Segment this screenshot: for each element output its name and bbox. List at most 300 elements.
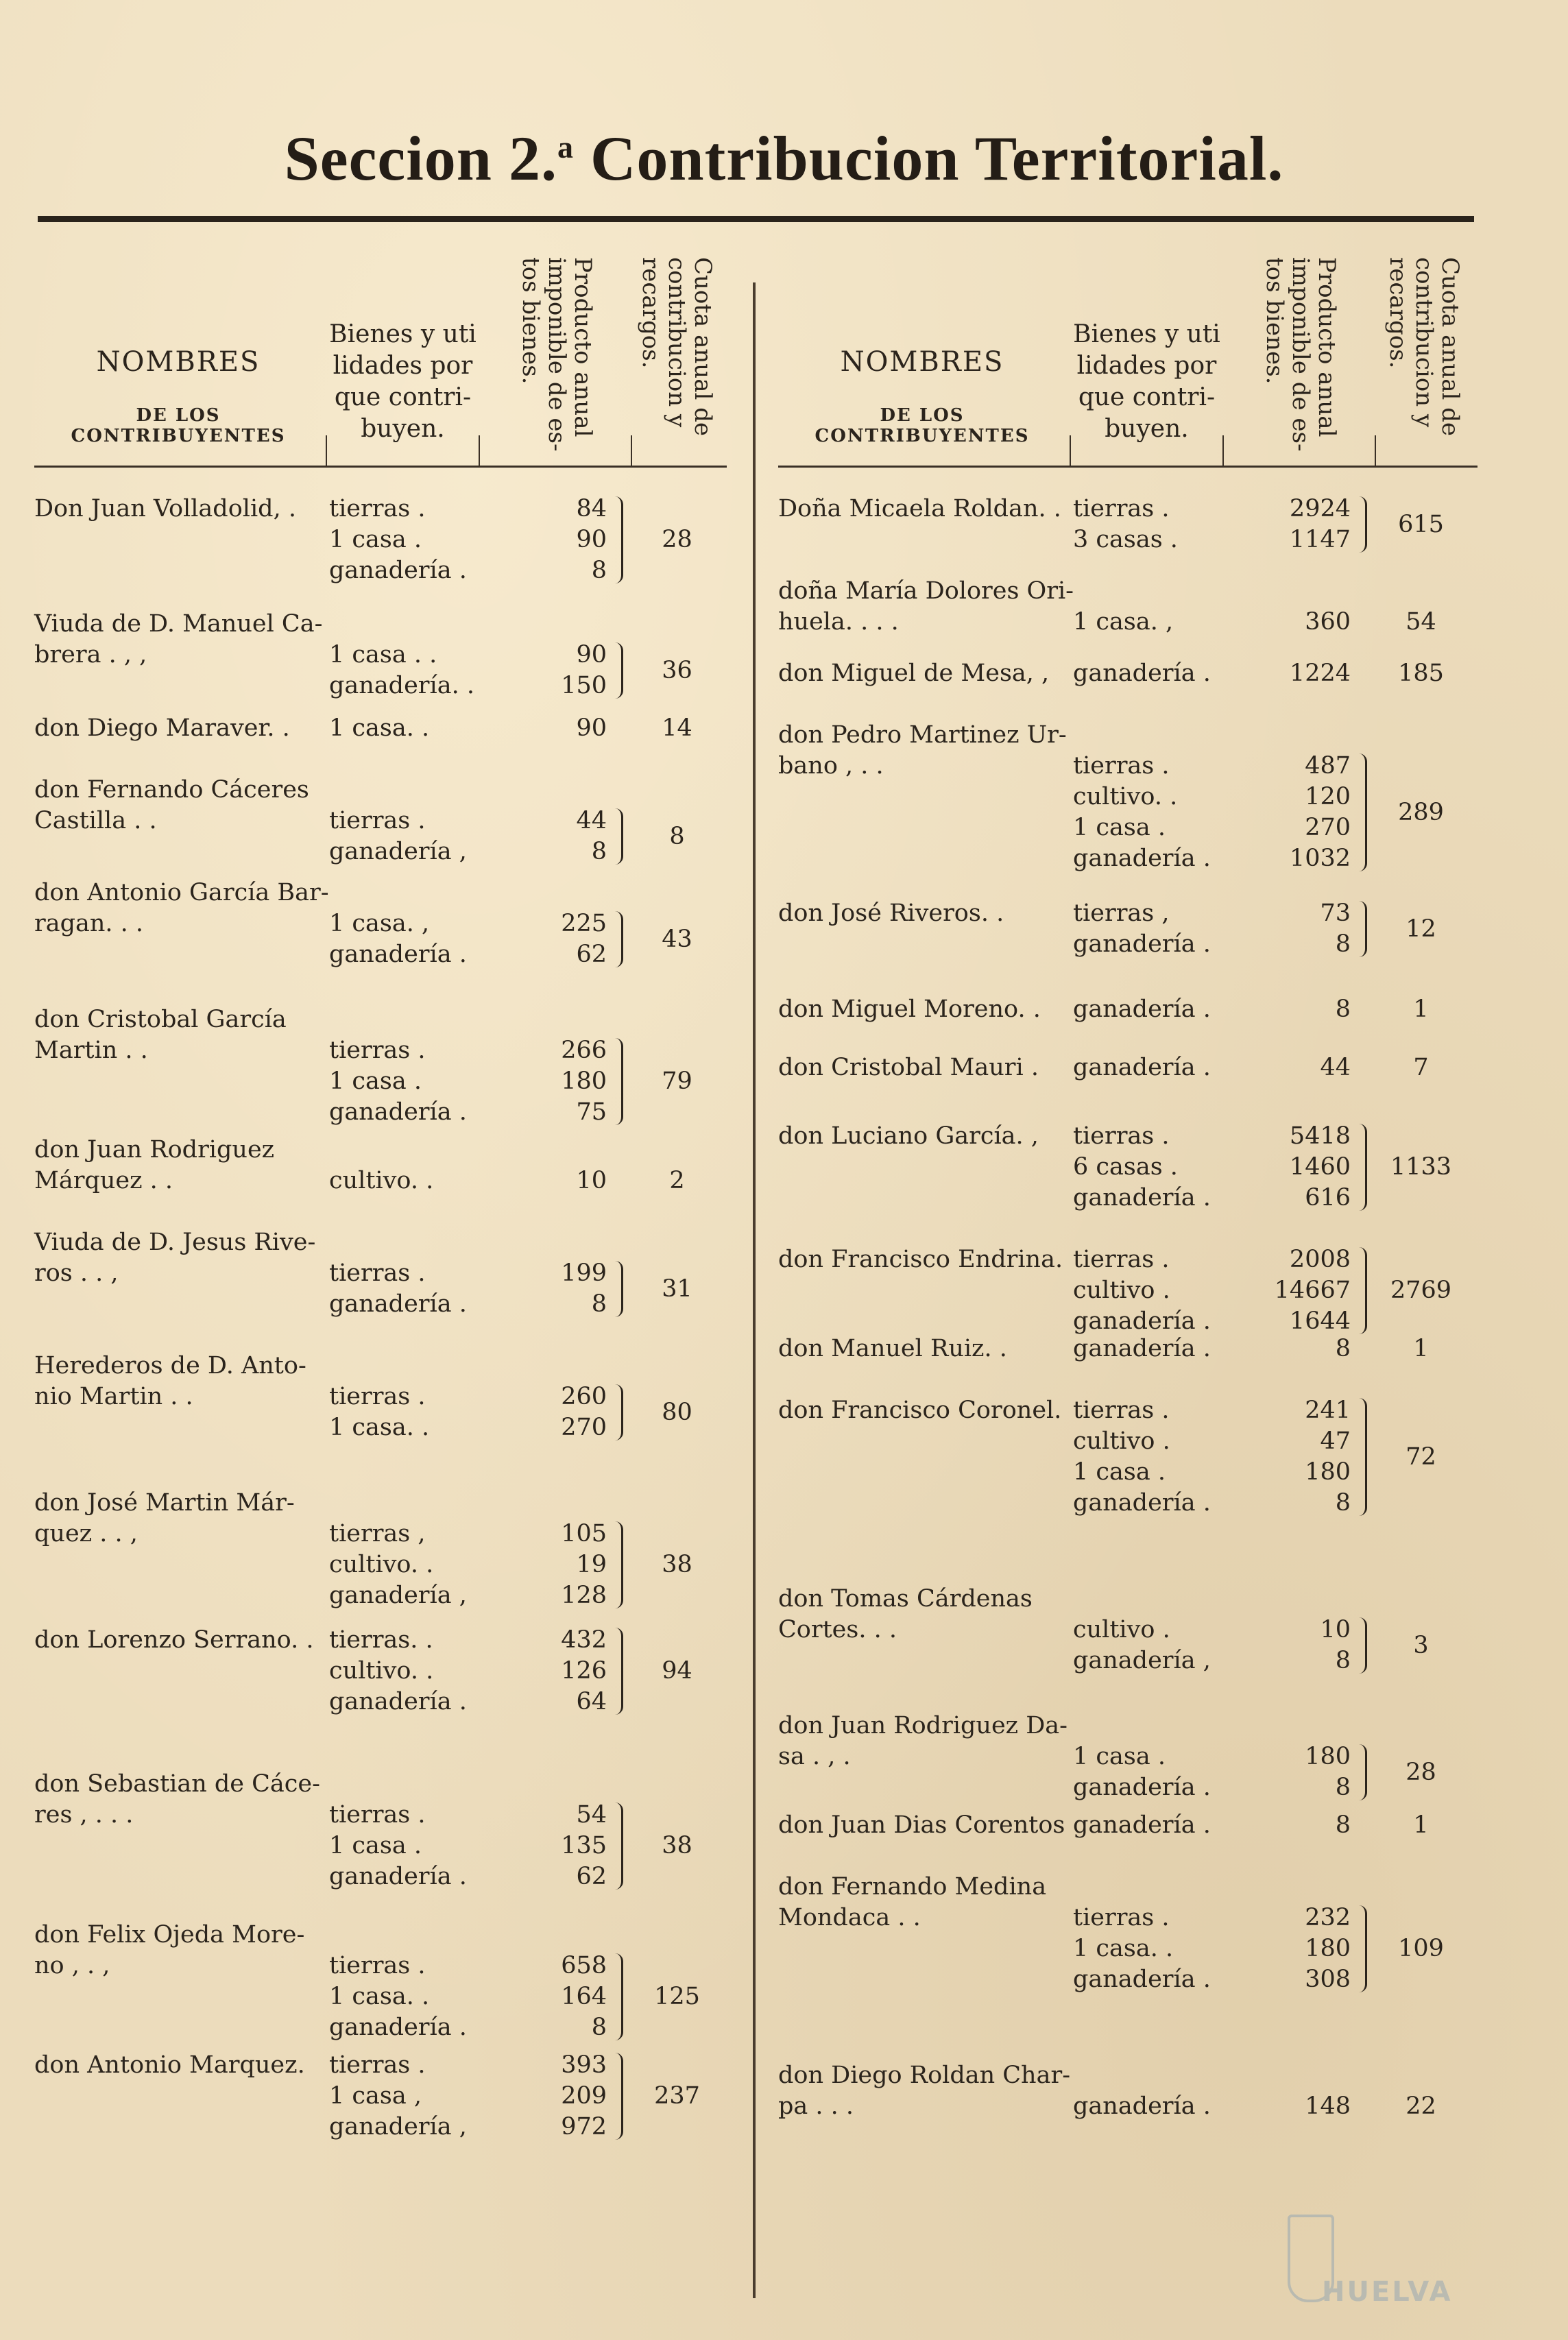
contributor-name — [778, 576, 1074, 638]
property-items — [1073, 751, 1220, 874]
property-item: ganadería . — [1073, 660, 1211, 687]
property-item: 1 casa. . — [1073, 1935, 1174, 1962]
product-value: 44 — [576, 807, 607, 834]
product-value: 487 — [1305, 752, 1351, 780]
product-value: 126 — [561, 1657, 607, 1685]
cuota-value: 237 — [654, 2082, 700, 2110]
name-line: ragan. . . — [34, 910, 144, 937]
header-nombres: NOMBRES — [96, 346, 261, 378]
name-line: Doña Micaela Roldan. . — [778, 495, 1061, 522]
property-items — [1073, 658, 1220, 689]
product-value: 8 — [1335, 1647, 1351, 1674]
product-values — [480, 1800, 627, 1892]
brace-icon — [1355, 1905, 1367, 1992]
property-items — [1073, 1395, 1220, 1519]
product-values — [1224, 1810, 1371, 1841]
name-line: pa . . . — [778, 2092, 854, 2120]
product-value: 10 — [576, 1167, 607, 1194]
product-value: 44 — [1320, 1054, 1351, 1081]
brace-icon — [1355, 1398, 1367, 1516]
product-value: 8 — [591, 838, 607, 865]
property-item: ganadería . — [1073, 1335, 1211, 1362]
contributor-name — [34, 494, 322, 524]
header-producto-line: tos bienes. — [1261, 257, 1288, 385]
product-value: 62 — [576, 941, 607, 968]
product-value: 84 — [576, 495, 607, 522]
product-values — [480, 494, 627, 586]
header-names — [778, 346, 1066, 446]
contributor-name — [778, 1584, 1066, 1645]
contributor-name — [778, 494, 1066, 524]
property-item: ganadería . — [1073, 1184, 1211, 1211]
product-value: 164 — [561, 1983, 607, 2010]
product-values — [1224, 1395, 1371, 1519]
header-col-rule — [1375, 435, 1376, 466]
product-value: 8 — [1335, 1335, 1351, 1362]
brace-icon — [612, 2053, 623, 2140]
name-line: sa . , . — [778, 1743, 851, 1770]
property-item: cultivo . — [1073, 1277, 1170, 1304]
name-line: don Tomas Cárdenas — [778, 1585, 1033, 1613]
name-line: don Fernando Cáceres — [34, 776, 309, 804]
product-values — [480, 1166, 627, 1196]
product-values — [1224, 994, 1371, 1025]
contributor-name — [34, 1920, 322, 1981]
name-line: Martin . . — [34, 1037, 148, 1064]
header-producto-line: imponible de es- — [543, 257, 570, 452]
cuota-value: 38 — [662, 1551, 692, 1578]
name-line: don Diego Roldan Char- — [778, 2062, 1071, 2089]
contributor-name — [34, 1004, 322, 1066]
property-item: cultivo. . — [329, 1657, 434, 1685]
property-item: 1 casa . — [1073, 1458, 1166, 1486]
brace-icon — [612, 642, 623, 699]
header-bienes-line: Bienes y uti — [329, 320, 477, 348]
name-line: Márquez . . — [34, 1167, 173, 1194]
brace-icon — [1355, 753, 1367, 871]
property-item: ganadería . — [1073, 1054, 1211, 1081]
property-items — [1073, 607, 1220, 638]
property-item: 6 casas . — [1073, 1153, 1178, 1181]
product-value: 135 — [561, 1832, 607, 1859]
property-items — [329, 1800, 477, 1892]
product-value: 1032 — [1289, 845, 1351, 872]
property-items — [1073, 1121, 1220, 1214]
property-item: ganadería . — [329, 1688, 467, 1715]
property-item: 1 casa. . — [329, 714, 430, 742]
name-line: doña María Dolores Ori- — [778, 577, 1074, 605]
product-value: 270 — [1305, 814, 1351, 841]
contributor-name — [778, 720, 1066, 782]
name-line: don Felix Ojeda More- — [34, 1921, 305, 1949]
name-line: nio Martin . . — [34, 1383, 193, 1410]
property-items — [1073, 1052, 1220, 1083]
product-value: 8 — [591, 2014, 607, 2041]
contributor-name — [34, 1135, 322, 1196]
product-values — [1224, 1741, 1371, 1803]
product-value: 199 — [561, 1259, 607, 1287]
property-items — [329, 713, 477, 744]
product-value: 241 — [1305, 1397, 1351, 1424]
property-items — [329, 806, 477, 867]
contributor-name — [778, 1810, 1066, 1841]
product-values — [480, 1035, 627, 1128]
cuota-value: 14 — [662, 714, 692, 742]
product-value: 260 — [561, 1383, 607, 1410]
property-items — [329, 494, 477, 586]
property-items — [329, 1519, 477, 1611]
contributor-name — [34, 2050, 322, 2081]
property-item: cultivo. . — [1073, 783, 1178, 810]
property-item: tierras . — [329, 1952, 426, 1979]
header-names — [34, 346, 322, 446]
left-table — [34, 230, 727, 2300]
contributor-name — [34, 775, 322, 836]
product-value: 360 — [1305, 608, 1351, 636]
property-items — [1073, 1741, 1220, 1803]
property-item: tierras . — [1073, 1397, 1170, 1424]
product-value: 270 — [561, 1414, 607, 1441]
product-value: 8 — [1335, 1811, 1351, 1839]
property-item: 1 casa . — [329, 526, 422, 553]
cuota-value: 80 — [662, 1398, 692, 1426]
property-item: 1 casa , — [329, 2082, 422, 2110]
property-item: ganadería . — [329, 2014, 467, 2041]
cuota-value: 94 — [662, 1657, 692, 1685]
product-value: 19 — [576, 1551, 607, 1578]
product-value: 8 — [1335, 1489, 1351, 1517]
name-line: Viuda de D. Jesus Rive- — [34, 1229, 316, 1256]
title-section: Seccion 2. — [284, 123, 557, 193]
name-line: quez . . , — [34, 1520, 138, 1547]
name-line: don José Martin Már- — [34, 1489, 295, 1517]
brace-icon — [1355, 1744, 1367, 1800]
name-line: don Antonio García Bar- — [34, 879, 329, 906]
header-bienes-line: Bienes y uti — [1073, 320, 1220, 348]
property-item: ganadería . — [329, 1098, 467, 1126]
contributor-name — [34, 878, 329, 939]
product-value: 180 — [1305, 1935, 1351, 1962]
property-items — [1073, 1903, 1220, 1995]
brace-icon — [612, 1628, 623, 1715]
column-divider — [753, 282, 756, 2298]
product-value: 150 — [561, 672, 607, 699]
header-cuota-line: recargos. — [637, 257, 664, 369]
product-values — [1224, 1121, 1371, 1214]
header-col-rule — [326, 435, 327, 466]
name-line: don Miguel de Mesa, , — [778, 660, 1050, 687]
header-nombres: NOMBRES — [840, 346, 1004, 378]
cuota-value: 289 — [1398, 798, 1444, 826]
product-value: 54 — [576, 1801, 607, 1829]
watermark — [1274, 2194, 1452, 2311]
product-value: 1147 — [1289, 526, 1351, 553]
brace-icon — [612, 1261, 623, 1317]
header-producto-line: Producto anual — [1313, 257, 1340, 437]
property-item: ganadería . — [329, 941, 467, 968]
cuota-value: 125 — [654, 1983, 700, 2010]
contributor-name — [34, 1227, 322, 1289]
contributor-name — [778, 1711, 1066, 1772]
product-values — [480, 713, 627, 744]
property-item: ganadería . — [329, 557, 467, 584]
table-header — [34, 230, 727, 466]
name-line: res , . . . — [34, 1801, 134, 1829]
product-value: 8 — [1335, 930, 1351, 958]
name-line: don Diego Maraver. . — [34, 714, 290, 742]
product-value: 10 — [1320, 1616, 1351, 1643]
product-value: 180 — [1305, 1458, 1351, 1486]
product-value: 1224 — [1289, 660, 1351, 687]
product-values — [1224, 898, 1371, 960]
product-value: 393 — [561, 2051, 607, 2079]
contributor-name — [778, 1872, 1066, 1933]
property-items — [1073, 1244, 1220, 1337]
title-text: Contribucion Territorial. — [590, 123, 1284, 193]
product-value: 90 — [576, 526, 607, 553]
header-col-rule — [1222, 435, 1224, 466]
name-line: don Juan Dias Corentos — [778, 1811, 1065, 1839]
contributor-name — [34, 1769, 322, 1831]
product-values — [1224, 658, 1371, 689]
brace-icon — [612, 1384, 623, 1440]
header-cuota-line: contribucion y — [1410, 257, 1438, 428]
contributor-name — [34, 1351, 322, 1412]
property-items — [1073, 1615, 1220, 1676]
brace-icon — [1355, 496, 1367, 553]
header-rule — [778, 466, 1477, 468]
header-producto-line: imponible de es- — [1287, 257, 1314, 452]
product-value: 90 — [576, 641, 607, 668]
name-line: don Fernando Medina — [778, 1873, 1047, 1901]
contributor-name — [34, 1625, 322, 1656]
cuota-value: 72 — [1406, 1443, 1436, 1471]
property-item: ganadería . — [1073, 1966, 1211, 1993]
property-items — [329, 640, 477, 701]
product-value: 14667 — [1274, 1277, 1351, 1304]
property-item: tierras , — [1073, 900, 1170, 927]
name-line: don Cristobal Mauri . — [778, 1054, 1039, 1081]
product-value: 2008 — [1289, 1246, 1351, 1273]
property-item: ganadería . — [329, 1290, 467, 1318]
name-line: don Juan Rodriguez Da- — [778, 1712, 1068, 1739]
property-item: ganadería . — [1073, 1489, 1211, 1517]
contributor-name — [778, 1244, 1066, 1275]
name-line: no , . , — [34, 1952, 110, 1979]
product-value: 8 — [1335, 1774, 1351, 1801]
product-value: 90 — [576, 714, 607, 742]
header-producto-line: tos bienes. — [517, 257, 544, 385]
property-item: ganadería . — [1073, 996, 1211, 1023]
name-line: don Sebastian de Cáce- — [34, 1770, 320, 1798]
name-line: huela. . . . — [778, 608, 899, 636]
product-value: 75 — [576, 1098, 607, 1126]
cuota-value: 1 — [1413, 1811, 1429, 1839]
name-line: don Pedro Martinez Ur- — [778, 721, 1067, 749]
header-producto — [518, 257, 596, 456]
watermark-text: HUELVA — [1322, 2276, 1453, 2308]
property-items — [1073, 898, 1220, 960]
product-values — [1224, 1903, 1371, 1995]
header-producto-line: Producto anual — [569, 257, 596, 437]
property-item: ganadería . — [1073, 1774, 1211, 1801]
title-rule — [38, 216, 1474, 222]
brace-icon — [612, 1038, 623, 1125]
contributor-name — [34, 1488, 322, 1549]
product-value: 148 — [1305, 2092, 1351, 2120]
property-items — [329, 1166, 477, 1196]
property-items — [1073, 994, 1220, 1025]
cuota-value: 1133 — [1390, 1153, 1452, 1181]
name-line: Don Juan Volladolid, . — [34, 495, 296, 522]
cuota-value: 109 — [1398, 1935, 1444, 1962]
name-line: don Luciano García. , — [778, 1122, 1039, 1150]
brace-icon — [1355, 1617, 1367, 1674]
header-bienes-line: lidades por — [333, 352, 473, 380]
brace-icon — [1355, 901, 1367, 957]
contributor-name — [34, 713, 322, 744]
brace-icon — [1355, 1247, 1367, 1334]
name-line: don José Riveros. . — [778, 900, 1004, 927]
contributor-name — [778, 1395, 1066, 1426]
property-item: ganadería , — [329, 838, 467, 865]
product-value: 616 — [1305, 1184, 1351, 1211]
contributor-name — [778, 658, 1066, 689]
title-superscript: a — [557, 130, 574, 165]
property-item: ganadería , — [1073, 1647, 1211, 1674]
property-item: ganadería , — [329, 2113, 467, 2140]
cuota-value: 1 — [1413, 996, 1429, 1023]
cuota-value: 12 — [1406, 915, 1436, 943]
product-value: 2924 — [1289, 495, 1351, 522]
name-line: Herederos de D. Anto- — [34, 1352, 306, 1379]
property-items — [329, 1382, 477, 1443]
property-item: tierras . — [1073, 1246, 1170, 1273]
product-value: 209 — [561, 2082, 607, 2110]
name-line: Mondaca . . — [778, 1904, 921, 1931]
header-bienes-line: que contri- — [1078, 383, 1216, 411]
header-bienes-line: buyen. — [1105, 415, 1189, 443]
product-values — [480, 908, 627, 970]
property-item: tierras . — [1073, 495, 1170, 522]
header-col-rule — [631, 435, 632, 466]
cuota-value: 43 — [662, 925, 692, 953]
cuota-value: 2769 — [1390, 1277, 1452, 1304]
product-value: 8 — [591, 1290, 607, 1318]
product-value: 64 — [576, 1688, 607, 1715]
property-item: ganadería , — [329, 1582, 467, 1609]
header-rule — [34, 466, 727, 468]
property-items — [329, 2050, 477, 2143]
product-value: 47 — [1320, 1427, 1351, 1455]
property-item: 3 casas . — [1073, 526, 1178, 553]
contributor-name — [778, 994, 1066, 1025]
product-values — [1224, 1052, 1371, 1083]
cuota-value: 79 — [662, 1068, 692, 1095]
name-line: don Lorenzo Serrano. . — [34, 1626, 314, 1654]
cuota-value: 185 — [1398, 660, 1444, 687]
product-value: 8 — [591, 557, 607, 584]
cuota-value: 1 — [1413, 1335, 1429, 1362]
property-items — [329, 908, 477, 970]
contributor-name — [778, 1121, 1066, 1152]
product-value: 120 — [1305, 783, 1351, 810]
product-value: 73 — [1320, 900, 1351, 927]
product-value: 225 — [561, 910, 607, 937]
product-values — [1224, 751, 1371, 874]
cuota-value: 28 — [662, 526, 692, 553]
brace-icon — [612, 1802, 623, 1890]
product-value: 432 — [561, 1626, 607, 1654]
cuota-value: 31 — [662, 1275, 692, 1303]
property-item: 1 casa. , — [1073, 608, 1174, 636]
property-item: ganadería . — [1073, 1307, 1211, 1335]
property-item: 1 casa . — [329, 1068, 422, 1095]
brace-icon — [612, 808, 623, 865]
cuota-value: 54 — [1406, 608, 1436, 636]
property-item: tierras . — [329, 1037, 426, 1064]
name-line: Viuda de D. Manuel Ca- — [34, 610, 323, 638]
property-item: cultivo . — [1073, 1616, 1170, 1643]
cuota-value: 615 — [1398, 510, 1444, 538]
product-values — [1224, 494, 1371, 555]
property-item: tierras . — [329, 2051, 426, 2079]
product-values — [480, 806, 627, 867]
page-title — [0, 122, 1568, 195]
product-values — [1224, 1244, 1371, 1337]
property-item: tierras . — [329, 1383, 426, 1410]
property-items — [329, 1625, 477, 1717]
property-item: ganadería . — [1073, 1811, 1211, 1839]
product-values — [480, 1625, 627, 1717]
property-items — [329, 1035, 477, 1128]
product-values — [1224, 1615, 1371, 1676]
product-values — [1224, 2091, 1371, 2122]
product-values — [480, 640, 627, 701]
name-line: don Francisco Coronel. — [778, 1397, 1062, 1424]
product-value: 1460 — [1289, 1153, 1351, 1181]
property-items — [329, 1951, 477, 2043]
property-item: 1 casa. . — [329, 1983, 430, 2010]
name-line: ros . . , — [34, 1259, 119, 1287]
cuota-value: 28 — [1406, 1758, 1436, 1786]
name-line: don Francisco Endrina. — [778, 1246, 1063, 1273]
property-item: tierras . — [1073, 1904, 1170, 1931]
header-contribuyentes: DE LOS CONTRIBUYENTES — [71, 405, 286, 446]
header-producto — [1262, 257, 1340, 456]
cuota-value: 2 — [669, 1167, 685, 1194]
cuota-value: 8 — [669, 822, 685, 850]
cuota-value: 7 — [1413, 1054, 1429, 1081]
product-values — [480, 1258, 627, 1320]
header-cuota-line: Cuota anual de — [689, 257, 716, 437]
property-item: tierras . — [329, 495, 426, 522]
product-value: 266 — [561, 1037, 607, 1064]
product-value: 5418 — [1289, 1122, 1351, 1150]
product-value: 128 — [561, 1582, 607, 1609]
property-item: 1 casa . — [329, 1832, 422, 1859]
brace-icon — [1355, 1124, 1367, 1211]
name-line: Cortes. . . — [778, 1616, 897, 1643]
contributor-name — [778, 1052, 1066, 1083]
name-line: brera . , , — [34, 641, 147, 668]
header-bienes-line: lidades por — [1076, 352, 1217, 380]
name-line: don Miguel Moreno. . — [778, 996, 1041, 1023]
header-contribuyentes: DE LOS CONTRIBUYENTES — [815, 405, 1030, 446]
property-item: cultivo. . — [329, 1551, 434, 1578]
property-item: ganadería. . — [329, 672, 474, 699]
header-cuota — [638, 257, 716, 456]
